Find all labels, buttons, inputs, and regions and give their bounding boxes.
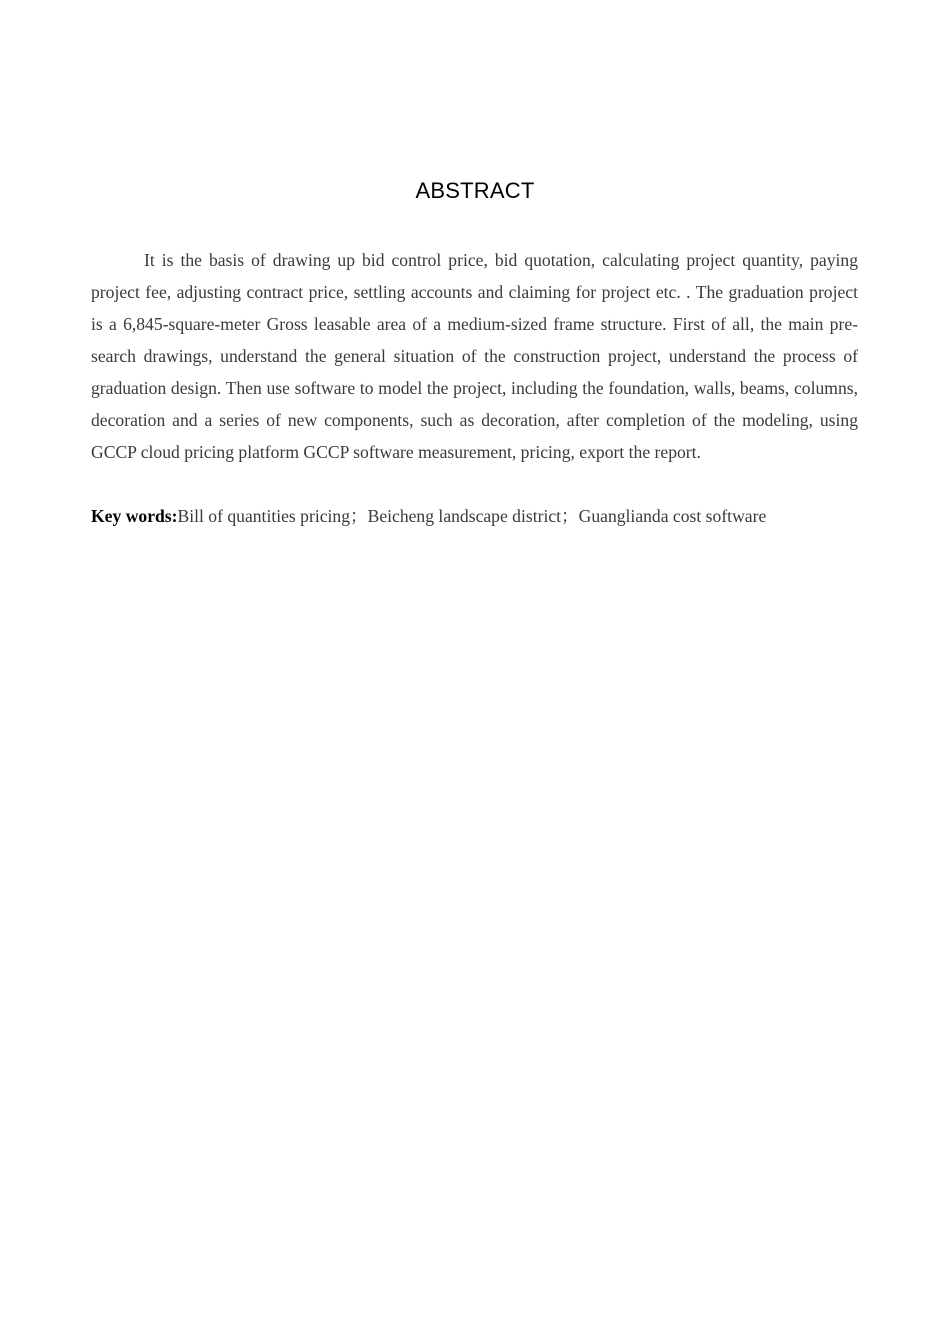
abstract-title: ABSTRACT [415,178,535,203]
keywords-label: Key words: [91,506,178,526]
keywords-text: Bill of quantities pricing；Beicheng landscape district；Guanglianda cost software [177,506,767,526]
abstract-paragraph: It is the basis of drawing up bid control price, bid quotation, calculating project quantity, paying project fee, adjusting contract price, settling accounts and claiming for project etc. . The graduation project is a 6,845-square-meter Gross leasable area of a medium-sized frame structure. First of all, the main pre-search drawings, understand the general situation of the construction project, understand the process of graduation design. Then use software to model the project, including the foundation, walls, beams, columns, decoration and a series of new components, such as decoration, after completion of the modeling, using GCCP cloud pricing platform GCCP software measurement, pricing, export the report. [91,250,858,462]
keywords-line [91,502,891,530]
